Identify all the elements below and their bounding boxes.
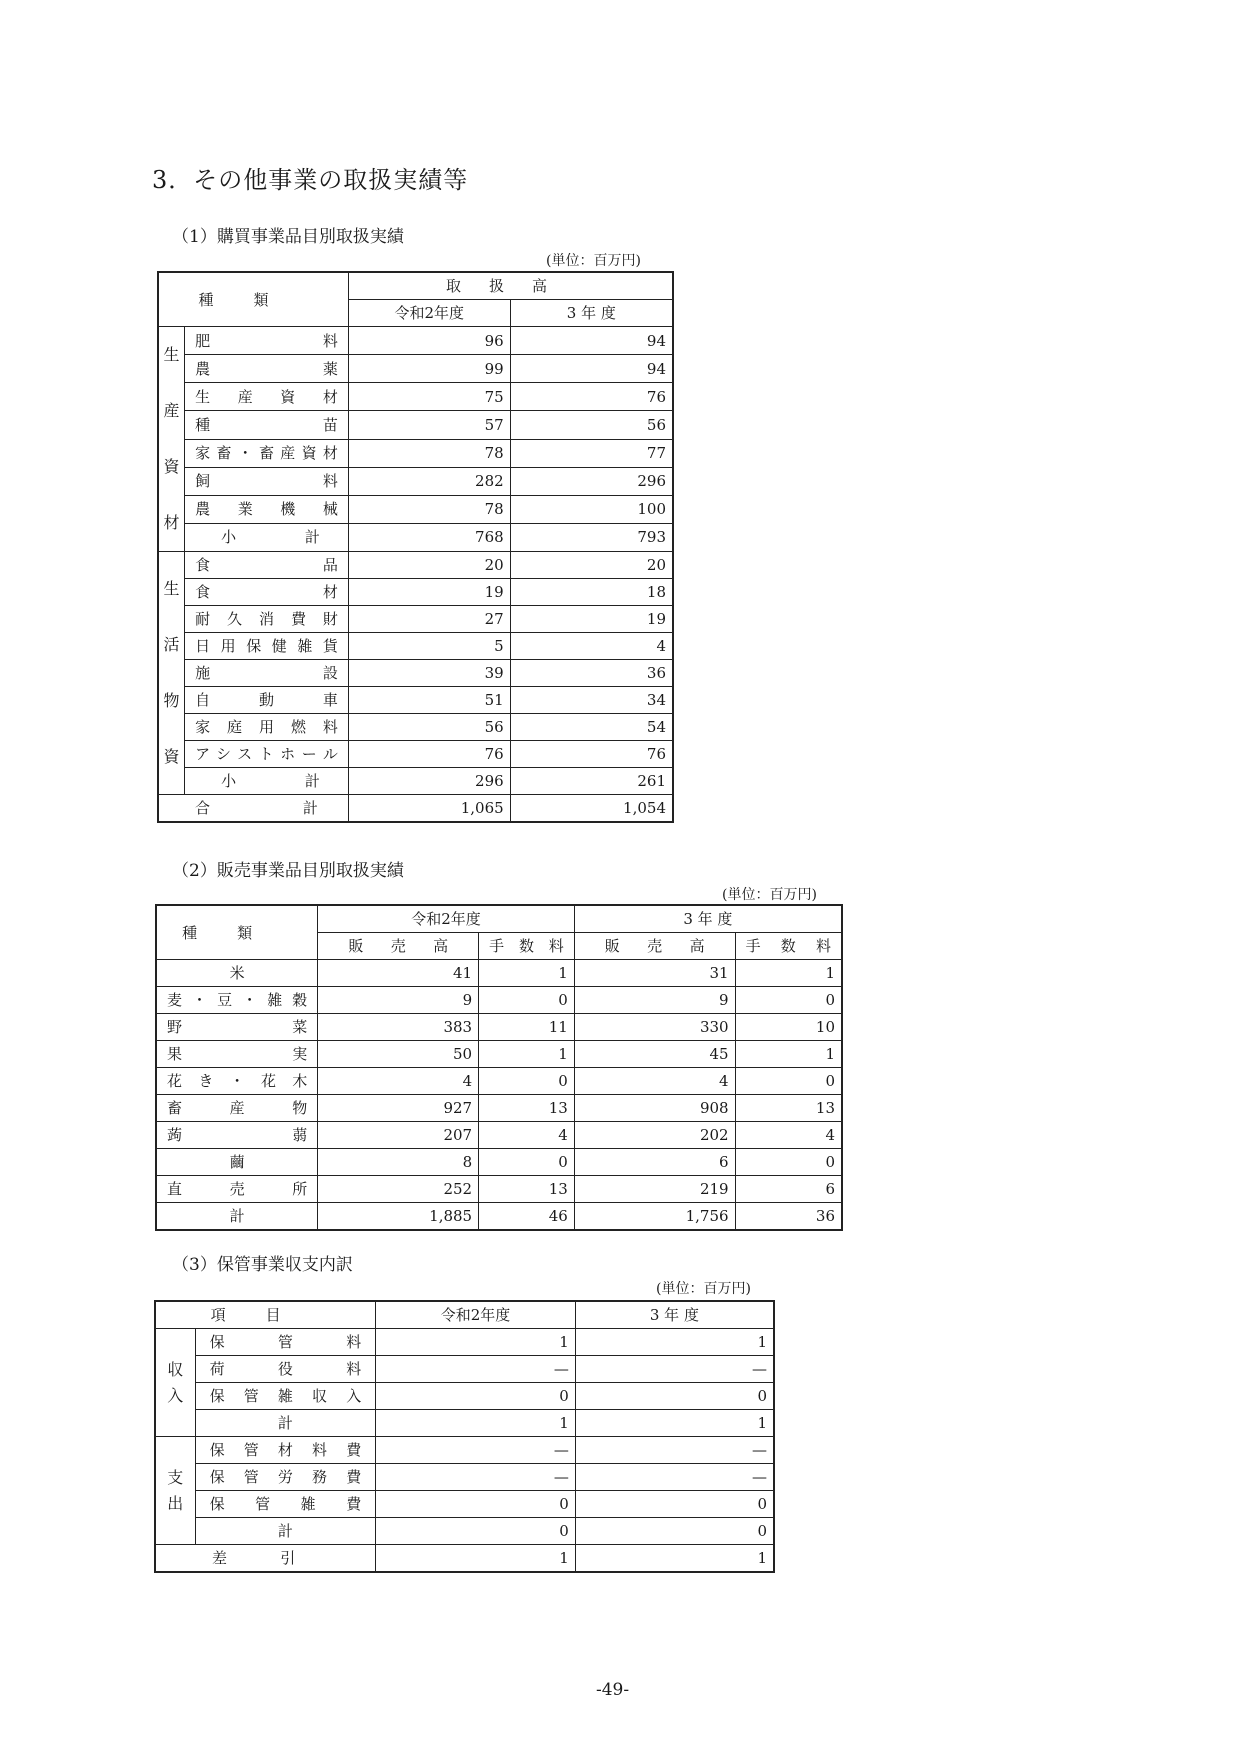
value-s2: 219 (574, 1176, 735, 1203)
total-s2: 1,756 (574, 1203, 735, 1231)
table-row (155, 1518, 774, 1545)
value-year1: 99 (348, 355, 510, 383)
diff-label: 差引 (155, 1545, 376, 1573)
diff-year1: 1 (376, 1545, 576, 1573)
value-s1: 4 (318, 1068, 479, 1095)
table-row (158, 355, 673, 383)
row-name: 食材 (185, 579, 349, 606)
value-year1: 282 (348, 467, 510, 495)
value-s2: 908 (574, 1095, 735, 1122)
header-fee2: 手数料 (735, 933, 842, 960)
section1-unit: (単位：百万円) (546, 253, 641, 269)
value-year1: 78 (348, 439, 510, 467)
table-row (156, 1068, 842, 1095)
table-row (158, 383, 673, 411)
value-year1: 51 (348, 687, 510, 714)
section3-unit: (単位：百万円) (656, 1281, 751, 1297)
table-row (158, 606, 673, 633)
header-type: 種類 (156, 905, 318, 960)
value-year2: 100 (510, 495, 673, 523)
value-year1: 56 (348, 714, 510, 741)
value-year2: — (575, 1464, 774, 1491)
table-row (158, 495, 673, 523)
group-label-char: 生 (163, 345, 180, 364)
row-name: 繭 (156, 1149, 318, 1176)
row-name: 保管料 (195, 1329, 376, 1356)
value-f2: 13 (735, 1095, 842, 1122)
value-s1: 41 (318, 960, 479, 987)
subtotal-row (158, 523, 673, 551)
table-row (156, 987, 842, 1014)
value-f1: 4 (479, 1122, 575, 1149)
header-year2: 3 年 度 (510, 300, 673, 327)
table-row (158, 714, 673, 741)
group-label (158, 552, 185, 795)
value-year2: 0 (575, 1383, 774, 1410)
section2-unit: (単位：百万円) (722, 887, 817, 903)
value-s1: 50 (318, 1041, 479, 1068)
row-name: 計 (195, 1518, 376, 1545)
value-f1: 1 (479, 1041, 575, 1068)
value-year2: 0 (575, 1518, 774, 1545)
value-f1: 0 (479, 987, 575, 1014)
table-row (156, 1176, 842, 1203)
subtotal-label: 小計 (185, 523, 349, 551)
table-row (158, 579, 673, 606)
row-name: 野菜 (156, 1014, 318, 1041)
table-row (158, 741, 673, 768)
value-f2: 4 (735, 1122, 842, 1149)
value-f1: 13 (479, 1176, 575, 1203)
value-year2: 76 (510, 383, 673, 411)
row-name: 蒟蒻 (156, 1122, 318, 1149)
value-s2: 330 (574, 1014, 735, 1041)
row-name: アシストホール (185, 741, 349, 768)
value-year2: 20 (510, 552, 673, 579)
value-year1: — (376, 1464, 576, 1491)
group-label-char: 産 (163, 401, 180, 420)
value-f2: 1 (735, 960, 842, 987)
total-year2: 1,054 (510, 795, 673, 823)
value-year2: 56 (510, 411, 673, 439)
income-label (155, 1329, 195, 1437)
value-s1: 927 (318, 1095, 479, 1122)
section2-heading: （2）販売事業品目別取扱実績 (172, 861, 404, 881)
value-s2: 202 (574, 1122, 735, 1149)
row-name: 麦・豆・雑穀 (156, 987, 318, 1014)
table-row (158, 411, 673, 439)
row-name: 米 (156, 960, 318, 987)
sales-table (155, 904, 843, 1231)
table-row (155, 1329, 774, 1356)
group-label-char: 活 (163, 635, 180, 654)
row-name: 種苗 (185, 411, 349, 439)
row-name: 耐久消費財 (185, 606, 349, 633)
row-name: 計 (195, 1410, 376, 1437)
expense-label-char: 支 (167, 1467, 184, 1487)
row-name: 食品 (185, 552, 349, 579)
value-s2: 4 (574, 1068, 735, 1095)
expense-label-char: 出 (167, 1493, 184, 1513)
value-year1: 0 (376, 1383, 576, 1410)
row-name: 保管雑収入 (195, 1383, 376, 1410)
value-year2: 54 (510, 714, 673, 741)
row-name: 保管雑費 (195, 1491, 376, 1518)
total-year1: 1,065 (348, 795, 510, 823)
row-name: 荷役料 (195, 1356, 376, 1383)
value-f2: 6 (735, 1176, 842, 1203)
row-name: 農業機械 (185, 495, 349, 523)
total-row (156, 1203, 842, 1231)
value-year2: 77 (510, 439, 673, 467)
table-row (158, 439, 673, 467)
row-name: 飼料 (185, 467, 349, 495)
subtotal-year2: 793 (510, 523, 673, 551)
expense-label (155, 1437, 195, 1545)
value-year2: 94 (510, 355, 673, 383)
value-year1: 0 (376, 1491, 576, 1518)
subtotal-year1: 296 (348, 768, 510, 795)
header-year1: 令和2年度 (376, 1301, 576, 1329)
value-s1: 383 (318, 1014, 479, 1041)
header-year2: 3 年 度 (574, 905, 842, 933)
value-year2: — (575, 1437, 774, 1464)
row-name: 果実 (156, 1041, 318, 1068)
value-year1: 19 (348, 579, 510, 606)
header-type: 種類 (158, 272, 348, 327)
table-row (156, 1095, 842, 1122)
value-year2: 0 (575, 1491, 774, 1518)
table-row (158, 552, 673, 579)
table-row (156, 1014, 842, 1041)
value-f1: 13 (479, 1095, 575, 1122)
value-s1: 252 (318, 1176, 479, 1203)
value-year2: 4 (510, 633, 673, 660)
value-year2: 1 (575, 1410, 774, 1437)
value-year1: 78 (348, 495, 510, 523)
row-name: 花き・花木 (156, 1068, 318, 1095)
value-s1: 207 (318, 1122, 479, 1149)
table-header-row (155, 1301, 774, 1329)
header-item: 項目 (155, 1301, 376, 1329)
subtotal-label: 小計 (185, 768, 349, 795)
value-year2: 1 (575, 1329, 774, 1356)
section1-heading: （1）購買事業品目別取扱実績 (172, 227, 404, 247)
value-year2: 296 (510, 467, 673, 495)
page-title: 3．その他事業の取扱実績等 (152, 166, 469, 194)
table-row (155, 1383, 774, 1410)
value-f1: 11 (479, 1014, 575, 1041)
value-year1: 1 (376, 1329, 576, 1356)
value-year1: 20 (348, 552, 510, 579)
value-f2: 0 (735, 1068, 842, 1095)
value-year1: 57 (348, 411, 510, 439)
storage-table (154, 1300, 775, 1573)
total-s1: 1,885 (318, 1203, 479, 1231)
table-header-row (156, 905, 842, 933)
row-name: 肥料 (185, 327, 349, 355)
row-name: 生産資材 (185, 383, 349, 411)
value-f2: 0 (735, 1149, 842, 1176)
subtotal-row (158, 768, 673, 795)
value-year1: 76 (348, 741, 510, 768)
value-s2: 6 (574, 1149, 735, 1176)
header-fee1: 手数料 (479, 933, 575, 960)
income-label-char: 入 (167, 1385, 184, 1405)
row-name: 日用保健雑貨 (185, 633, 349, 660)
table-header-row (158, 272, 673, 300)
value-year1: 1 (376, 1410, 576, 1437)
subtotal-year1: 768 (348, 523, 510, 551)
table-row (155, 1356, 774, 1383)
header-amount: 取扱高 (348, 272, 673, 300)
table-row (158, 660, 673, 687)
table-row (155, 1437, 774, 1464)
page-number: -49- (596, 1680, 630, 1700)
group-label-char: 資 (163, 747, 180, 766)
section3-heading: （3）保管事業収支内訳 (172, 1255, 353, 1275)
table-row (156, 960, 842, 987)
value-year1: 39 (348, 660, 510, 687)
header-sales1: 販売高 (318, 933, 479, 960)
value-year2: 76 (510, 741, 673, 768)
value-year1: 75 (348, 383, 510, 411)
header-year2: 3 年 度 (575, 1301, 774, 1329)
row-name: 家庭用燃料 (185, 714, 349, 741)
group-label-char: 材 (163, 513, 180, 532)
row-name: 保管労務費 (195, 1464, 376, 1491)
value-s2: 31 (574, 960, 735, 987)
value-year2: 34 (510, 687, 673, 714)
header-sales2: 販売高 (574, 933, 735, 960)
value-year2: 19 (510, 606, 673, 633)
subtotal-year2: 261 (510, 768, 673, 795)
value-f1: 0 (479, 1149, 575, 1176)
header-year1: 令和2年度 (318, 905, 574, 933)
header-year1: 令和2年度 (348, 300, 510, 327)
value-s2: 9 (574, 987, 735, 1014)
income-label-char: 収 (167, 1359, 184, 1379)
purchase-table (157, 271, 674, 823)
group-label-char: 資 (163, 457, 180, 476)
table-row (156, 1149, 842, 1176)
total-label: 合計 (158, 795, 348, 823)
row-name: 農薬 (185, 355, 349, 383)
total-f2: 36 (735, 1203, 842, 1231)
table-row (158, 687, 673, 714)
table-row (158, 633, 673, 660)
value-s1: 8 (318, 1149, 479, 1176)
value-f2: 0 (735, 987, 842, 1014)
value-year1: 96 (348, 327, 510, 355)
group-label-char: 生 (163, 579, 180, 598)
value-f1: 0 (479, 1068, 575, 1095)
value-year2: 94 (510, 327, 673, 355)
table-row (155, 1491, 774, 1518)
value-s2: 45 (574, 1041, 735, 1068)
value-year1: 27 (348, 606, 510, 633)
value-f2: 10 (735, 1014, 842, 1041)
row-name: 施設 (185, 660, 349, 687)
value-year2: 18 (510, 579, 673, 606)
table-row (155, 1464, 774, 1491)
value-s1: 9 (318, 987, 479, 1014)
diff-year2: 1 (575, 1545, 774, 1573)
row-name: 直売所 (156, 1176, 318, 1203)
total-f1: 46 (479, 1203, 575, 1231)
value-year2: 36 (510, 660, 673, 687)
table-row (156, 1122, 842, 1149)
row-name: 畜産物 (156, 1095, 318, 1122)
row-name: 自動車 (185, 687, 349, 714)
table-row (156, 1041, 842, 1068)
total-label: 計 (156, 1203, 318, 1231)
diff-row (155, 1545, 774, 1573)
group-label-char: 物 (163, 691, 180, 710)
value-year1: 5 (348, 633, 510, 660)
table-row (158, 467, 673, 495)
table-row (155, 1410, 774, 1437)
value-year1: 0 (376, 1518, 576, 1545)
group-label (158, 327, 185, 552)
value-year1: — (376, 1356, 576, 1383)
total-row (158, 795, 673, 823)
value-year1: — (376, 1437, 576, 1464)
value-year2: — (575, 1356, 774, 1383)
value-f2: 1 (735, 1041, 842, 1068)
table-row (158, 327, 673, 355)
row-name: 保管材料費 (195, 1437, 376, 1464)
row-name: 家畜・畜産資材 (185, 439, 349, 467)
value-f1: 1 (479, 960, 575, 987)
